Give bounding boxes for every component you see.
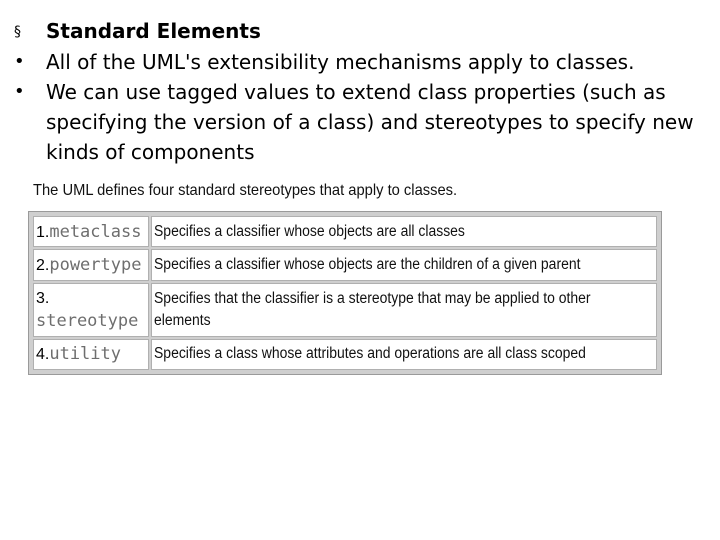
stereotype-term <box>33 339 149 370</box>
stereotype-description <box>151 283 657 337</box>
bullet-item <box>14 16 704 47</box>
table-row <box>33 216 657 247</box>
stereotype-name: stereotype <box>36 310 139 331</box>
row-number: 3. <box>36 289 50 307</box>
bullet-text: Standard Elements <box>46 19 261 43</box>
bullet-list <box>14 16 704 167</box>
stereotype-name: utility <box>49 344 121 365</box>
stereotype-description <box>151 216 657 247</box>
bullet-item <box>14 77 704 167</box>
stereotypes-table <box>28 211 662 375</box>
description-text: Specifies a classifier whose objects are all classes <box>154 222 465 240</box>
stereotype-term <box>33 216 149 247</box>
square-bullet-icon: § <box>14 24 21 40</box>
stereotype-name: metaclass <box>49 221 142 242</box>
table-caption: The UML defines four standard stereotypes that apply to classes. <box>33 182 458 199</box>
stereotype-description <box>151 249 657 280</box>
bullet-text: All of the UML's extensibility mechanisms apply to classes. <box>46 50 635 74</box>
description-text: Specifies a classifier whose objects are the children of a given parent <box>154 255 581 273</box>
bullet-item <box>14 47 704 77</box>
dot-bullet-icon: • <box>14 81 25 102</box>
dot-bullet-icon: • <box>14 51 25 72</box>
bullet-text: We can use tagged values to extend class properties (such as specifying the version of a class) and stereotypes to specify new kinds of components <box>46 80 694 164</box>
row-number: 1. <box>36 223 50 241</box>
row-number: 4. <box>36 346 50 364</box>
description-text: Specifies a class whose attributes and operations are all class scoped <box>154 345 586 363</box>
stereotype-term <box>33 249 149 280</box>
stereotype-description <box>151 339 657 370</box>
stereotype-term <box>33 283 149 337</box>
stereotype-name: powertype <box>49 254 142 275</box>
description-text: Specifies that the classifier is a stereotype that may be applied to other elements <box>154 289 591 329</box>
table-row <box>33 249 657 280</box>
table-row <box>33 339 657 370</box>
row-number: 2. <box>36 256 50 274</box>
table-row <box>33 283 657 337</box>
